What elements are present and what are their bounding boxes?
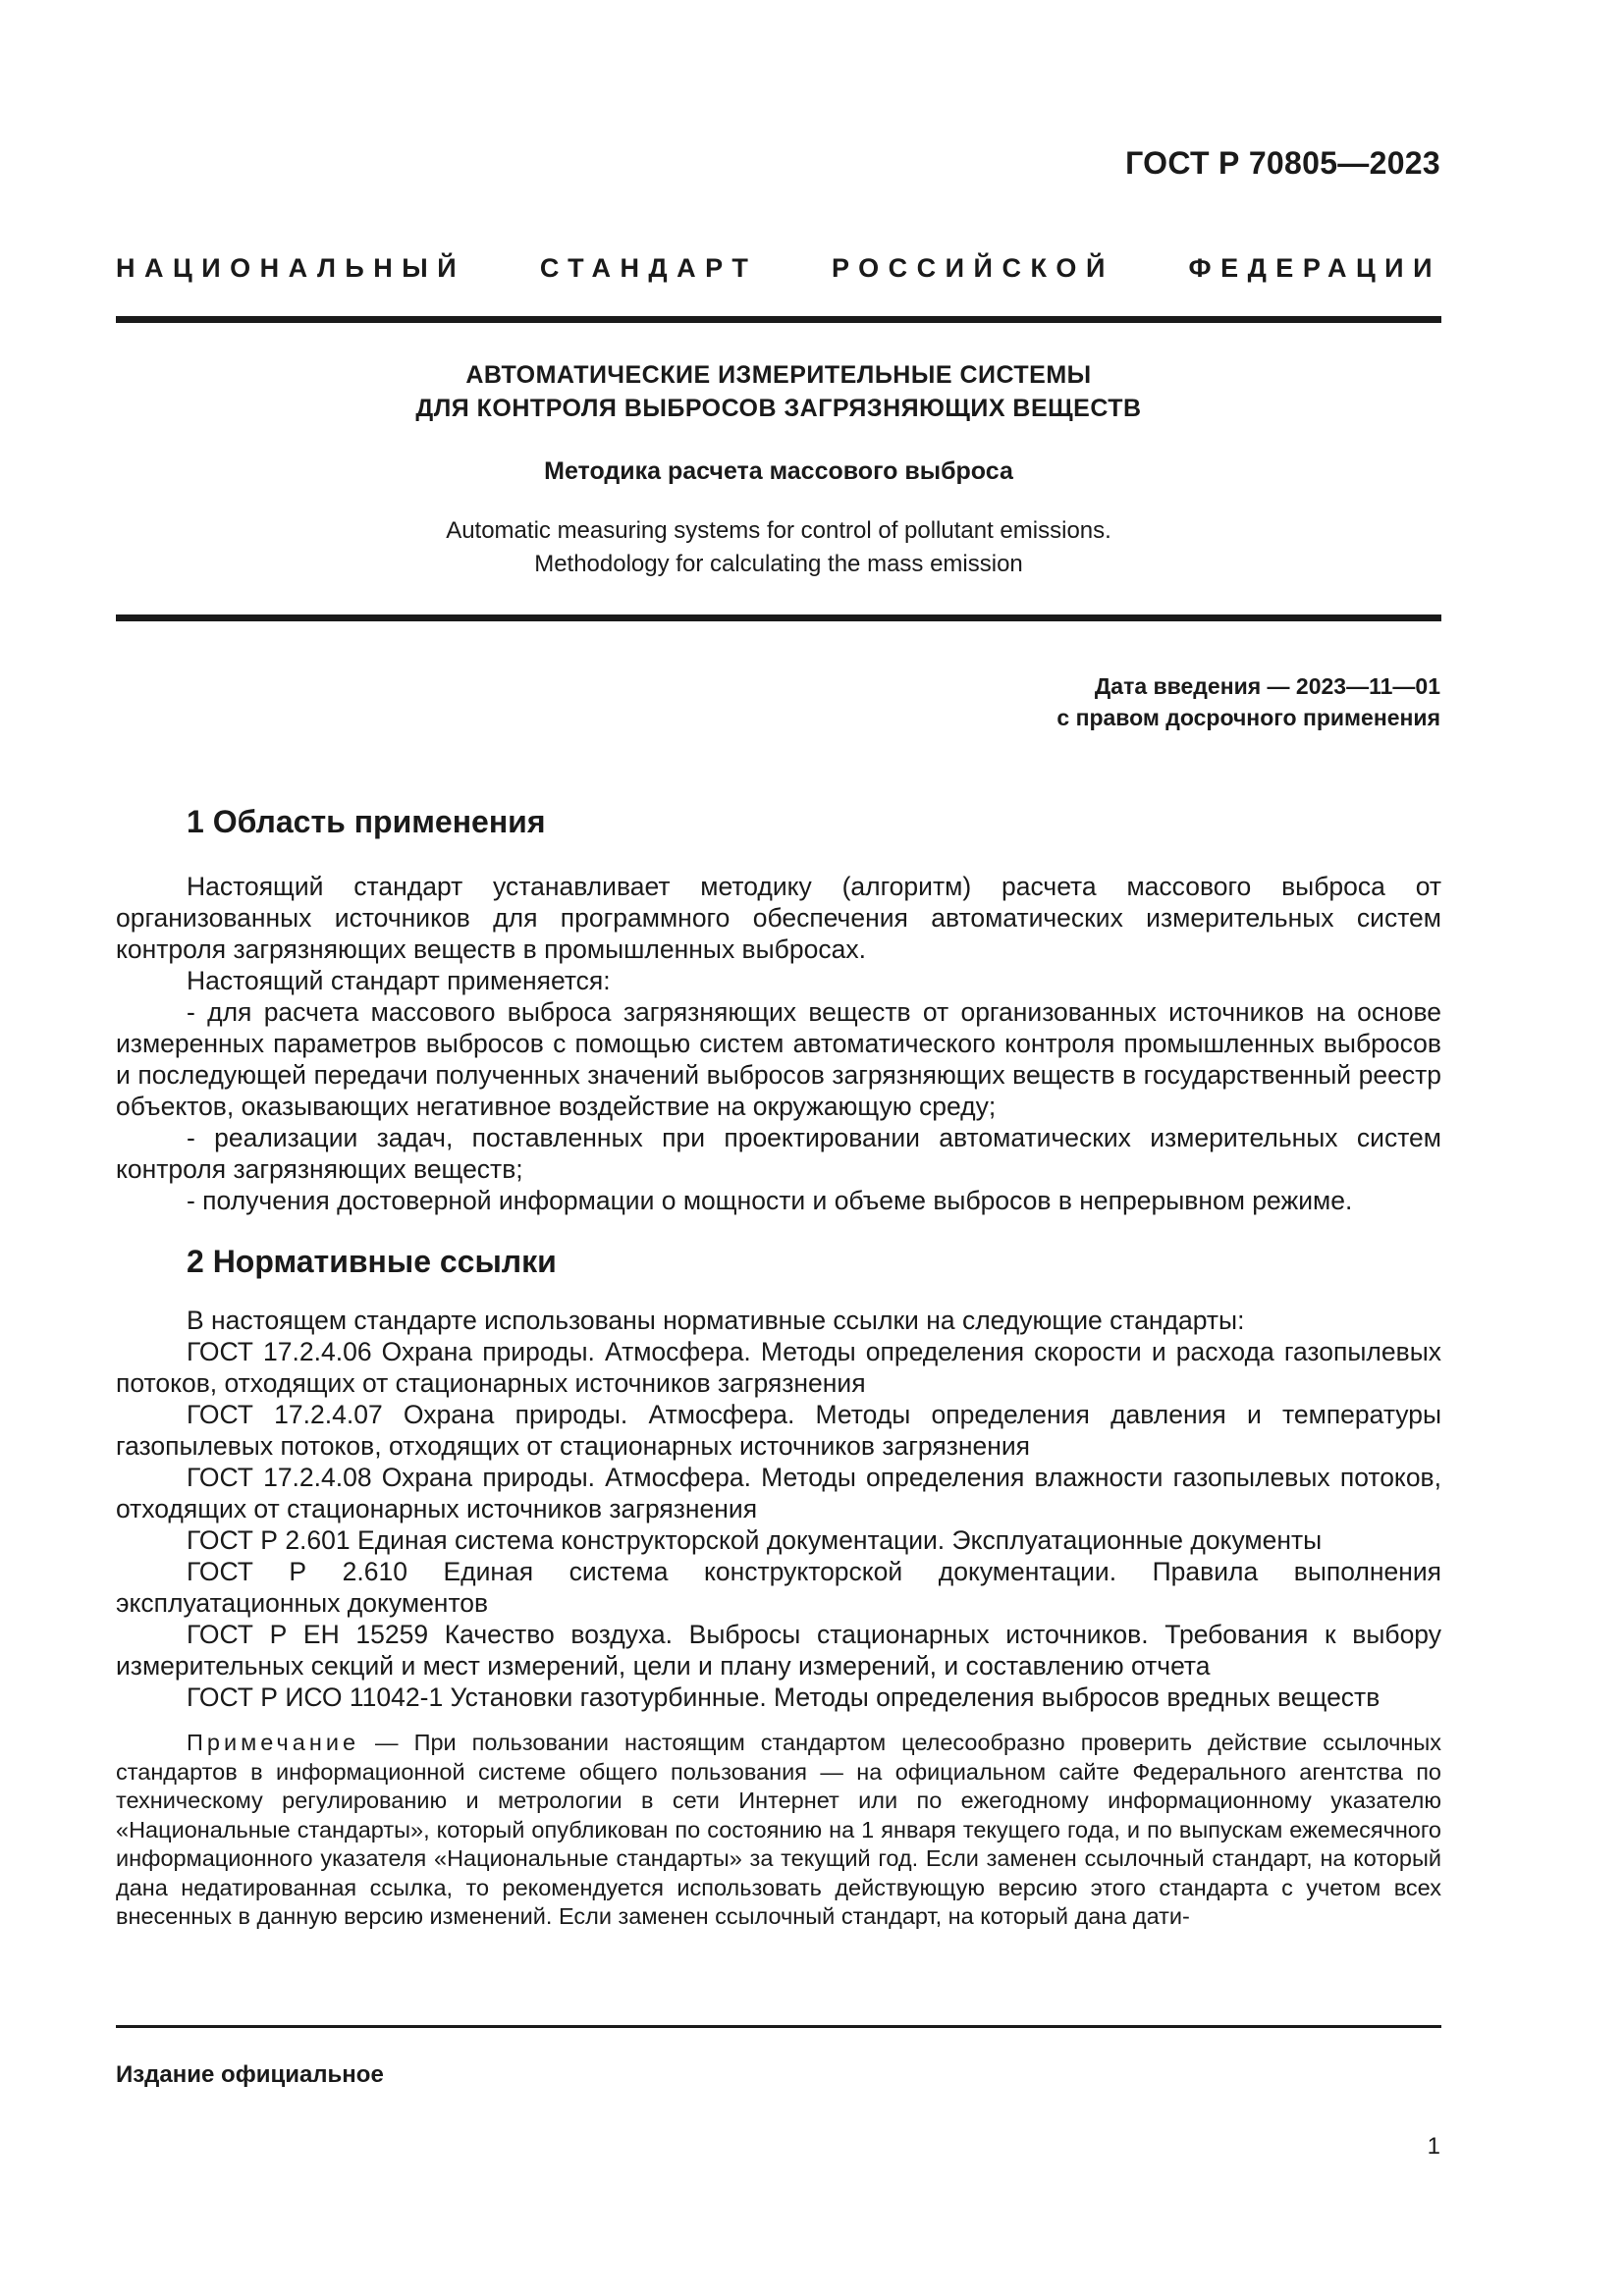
note-text: — При пользовании настоящим стандартом целесообразно проверить действие ссылочных стандартов в информационной системе общего пользования — на официальном сайте Федерального агентства по техническому регулированию и метрологии в сети Интернет или по ежегодному информационному указателю «Национальные стандарты», который опубликован по состоянию на 1 января текущего года, и по выпускам ежемесячного информационного указателя «Национальные стандарты» за текущий год. Если заменен ссылочный стандарт, на который дана недатированная ссылка, то рекомендуется использовать действующую версию этого стандарта с учетом всех внесенных в данную версию изменений. Если заменен ссылочный стандарт, на который дана дати- <box>116 1730 1441 1929</box>
page-number: 1 <box>1427 2133 1440 2160</box>
title-line-1: АВТОМАТИЧЕСКИЕ ИЗМЕРИТЕЛЬНЫЕ СИСТЕМЫ <box>465 361 1092 389</box>
title-line-2: ДЛЯ КОНТРОЛЯ ВЫБРОСОВ ЗАГРЯЗНЯЮЩИХ ВЕЩЕСТВ <box>415 395 1142 422</box>
section-1-list-item: - реализации задач, поставленных при проектировании автоматических измерительных систем контроля загрязняющих веществ; <box>116 1123 1441 1184</box>
normative-reference: ГОСТ 17.2.4.08 Охрана природы. Атмосфера. Методы определения влажности газопылевых потоков, отходящих от стационарных источников загрязнения <box>116 1463 1441 1523</box>
normative-reference: ГОСТ Р 2.610 Единая система конструкторской документации. Правила выполнения эксплуатационных документов <box>116 1557 1441 1618</box>
title-divider <box>116 614 1441 621</box>
english-title <box>116 514 1441 581</box>
introduction-date-block <box>1056 670 1440 733</box>
normative-reference: ГОСТ Р 2.601 Единая система конструкторской документации. Эксплуатационные документы <box>187 1525 1323 1555</box>
top-divider <box>116 316 1441 323</box>
english-title-line-2: Methodology for calculating the mass emission <box>534 551 1023 577</box>
document-body <box>116 800 1441 1932</box>
section-2-lead: В настоящем стандарте использованы нормативные ссылки на следующие стандарты: <box>187 1306 1245 1335</box>
document-title <box>116 358 1441 425</box>
normative-reference: ГОСТ Р ИСО 11042-1 Установки газотурбинные. Методы определения выбросов вредных веществ <box>187 1682 1380 1712</box>
footer-divider <box>116 2025 1441 2028</box>
section-2-heading: 2 Нормативные ссылки <box>187 1244 557 1279</box>
reference-note <box>116 1729 1441 1932</box>
national-standard-banner: НАЦИОНАЛЬНЫЙ СТАНДАРТ РОССИЙСКОЙ ФЕДЕРАЦИИ <box>116 253 1441 283</box>
section-1-list-item: - для расчета массового выброса загрязняющих веществ от организованных источников на основе измеренных параметров выбросов с помощью систем автоматического контроля промышленных выбросов и последующей передачи полученных значений выбросов загрязняющих веществ в государственный реестр объектов, оказывающих негативное воздействие на окружающую среду; <box>116 997 1441 1121</box>
normative-reference: ГОСТ 17.2.4.06 Охрана природы. Атмосфера. Методы определения скорости и расхода газопылевых потоков, отходящих от стационарных источников загрязнения <box>116 1337 1441 1398</box>
normative-reference: ГОСТ Р ЕН 15259 Качество воздуха. Выбросы стационарных источников. Требования к выбору измерительных секций и мест измерений, цели и плану измерений, и составлению отчета <box>116 1620 1441 1681</box>
introduction-date: Дата введения — 2023—11—01 <box>1094 673 1440 699</box>
normative-reference: ГОСТ 17.2.4.07 Охрана природы. Атмосфера. Методы определения давления и температуры газопылевых потоков, отходящих от стационарных источников загрязнения <box>116 1400 1441 1461</box>
section-1-paragraph: Настоящий стандарт применяется: <box>187 966 611 995</box>
note-label: Примечание <box>187 1730 360 1755</box>
document-code: ГОСТ Р 70805—2023 <box>1125 145 1440 181</box>
document-subtitle: Методика расчета массового выброса <box>544 457 1013 485</box>
official-edition-label: Издание официальное <box>116 2061 384 2088</box>
english-title-line-1: Automatic measuring systems for control of pollutant emissions. <box>446 517 1111 544</box>
section-1-heading: 1 Область применения <box>187 804 546 839</box>
section-1-paragraph: Настоящий стандарт устанавливает методику (алгоритм) расчета массового выброса от организованных источников для программного обеспечения автоматических измерительных систем контроля загрязняющих веществ в промышленных выбросах. <box>116 872 1441 964</box>
section-1-list-item: - получения достоверной информации о мощности и объеме выбросов в непрерывном режиме. <box>187 1186 1353 1215</box>
early-application-note: с правом досрочного применения <box>1056 705 1440 730</box>
